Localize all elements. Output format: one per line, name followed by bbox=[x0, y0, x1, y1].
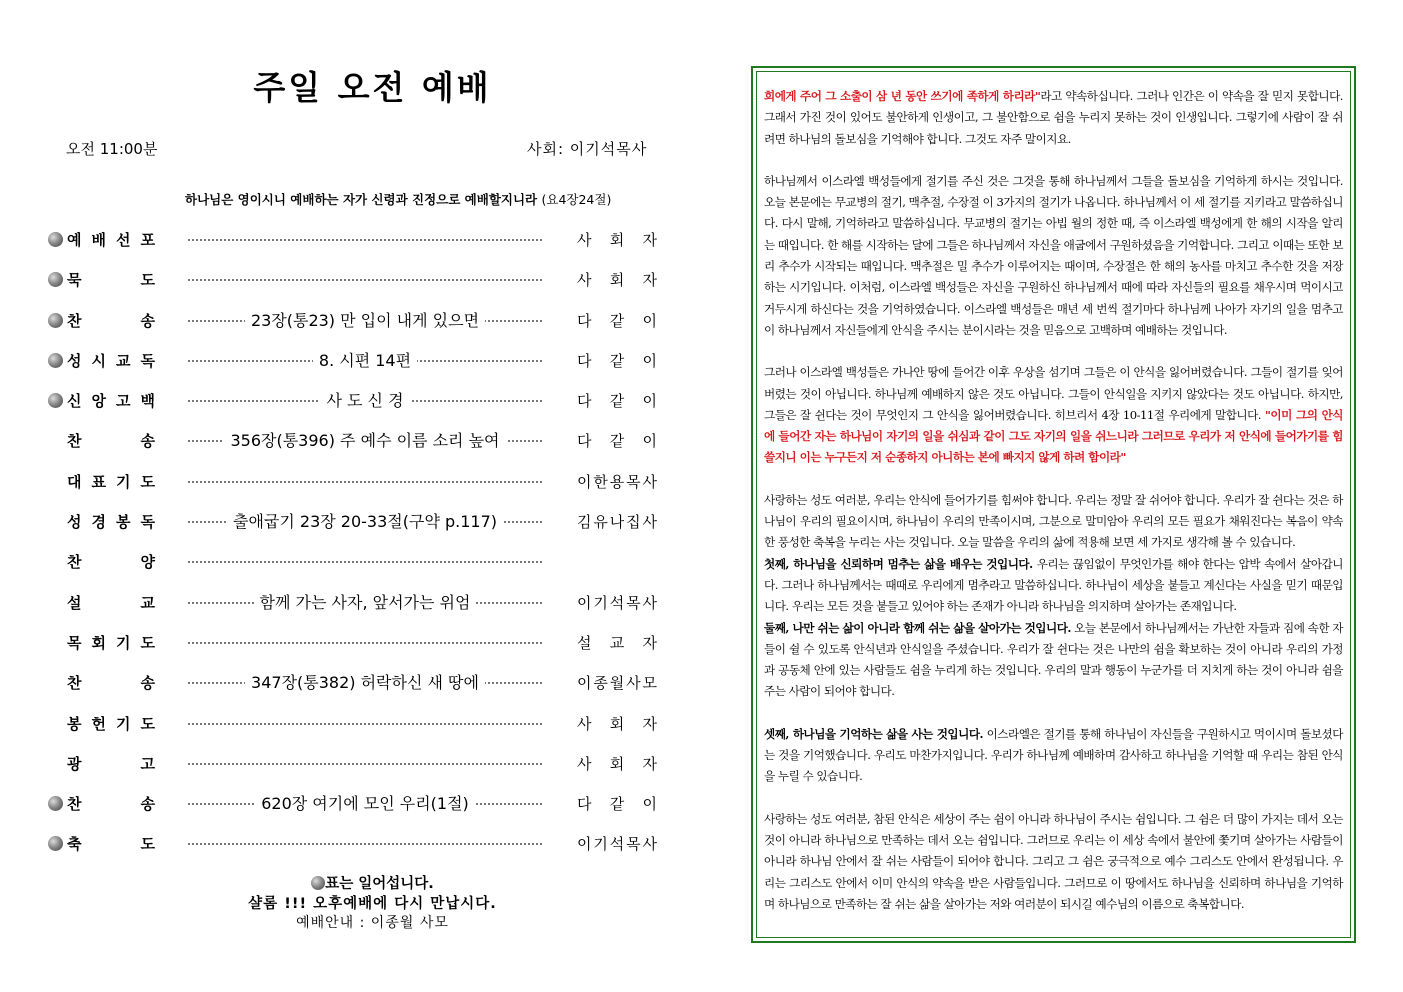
char: 석 bbox=[609, 593, 625, 612]
service-time: 오전 11:00분 bbox=[66, 140, 158, 158]
char: 다 bbox=[577, 432, 592, 451]
order-item-content bbox=[188, 791, 542, 814]
char: 고 bbox=[116, 392, 131, 411]
order-item-leader bbox=[577, 713, 657, 734]
char: 다 bbox=[577, 351, 592, 370]
worship-order-row bbox=[40, 582, 670, 622]
char: 찬 bbox=[67, 553, 82, 572]
char: 목 bbox=[626, 835, 641, 854]
char: 경 bbox=[91, 513, 106, 532]
char: 기 bbox=[116, 472, 131, 491]
char: 월 bbox=[609, 674, 625, 693]
order-item-leader bbox=[577, 471, 657, 492]
char: 사 bbox=[642, 472, 657, 491]
order-of-worship-page bbox=[0, 0, 700, 992]
char: 목 bbox=[626, 472, 641, 491]
order-item-content-text: 356장(통396) 주 예수 이름 소리 높여 bbox=[224, 431, 505, 450]
worship-order-row bbox=[40, 541, 670, 581]
char: 도 bbox=[140, 835, 155, 854]
char: 배 bbox=[91, 231, 106, 249]
char: 묵 bbox=[67, 271, 82, 290]
order-item-leader bbox=[577, 672, 657, 693]
char: 같 bbox=[609, 432, 625, 451]
char: 이 bbox=[577, 593, 592, 612]
char: 찬 bbox=[67, 795, 82, 814]
order-item-name bbox=[67, 592, 155, 613]
char: 사 bbox=[577, 754, 592, 773]
char: 같 bbox=[609, 392, 625, 411]
char: 독 bbox=[140, 351, 155, 370]
char: 시 bbox=[91, 351, 106, 370]
bullet-icon bbox=[48, 353, 63, 368]
order-item-leader bbox=[577, 592, 657, 613]
char: 이 bbox=[642, 392, 657, 411]
char: 송 bbox=[140, 674, 155, 693]
bullet-icon bbox=[311, 876, 325, 890]
worship-order-row bbox=[40, 501, 670, 541]
char: 송 bbox=[140, 795, 155, 814]
char: 사 bbox=[642, 513, 657, 532]
sermon-point-2: 둘째, 나만 쉬는 삶이 아니라 함께 쉬는 삶을 살아가는 것입니다. bbox=[764, 620, 1071, 635]
char: 유 bbox=[593, 513, 608, 532]
char: 사 bbox=[577, 231, 592, 249]
char: 회 bbox=[609, 231, 625, 249]
char: 다 bbox=[577, 311, 592, 330]
order-item-leader bbox=[577, 833, 657, 854]
sermon-point-3: 셋째, 하나님을 기억하는 삶을 사는 것입니다. bbox=[764, 726, 984, 741]
sermon-paragraph-1 bbox=[764, 86, 1343, 150]
order-item-content-text: 출애굽기 23장 20-33절(구약 p.117) bbox=[227, 512, 503, 531]
dotted-leader-line bbox=[188, 723, 542, 725]
sermon-paragraph-4: 사랑하는 성도 여러분, 우리는 안식에 들어가기를 힘써야 합니다. 우리는 정말 잘 쉬어야 합니다. 우리가 잘 쉰다는 것은 하나님이 우리의 필요이시며, 하나님이 우리의 만족이시며, 그분으로 말미암아 우리의 모든 필요가 채워진다는 복음이 약속한 풍성한 축복을 누리는 사는 것입니다. 오늘 말씀을 우리의 삶에 적용해 보면 세 가지로 생각해 볼 수 있습니다. bbox=[764, 492, 1343, 550]
dotted-leader-line bbox=[188, 763, 542, 765]
worship-order-row bbox=[40, 823, 670, 863]
sermon-paragraph-6 bbox=[764, 618, 1343, 703]
sermon-text-7: 이스라엘은 절기를 통해 하나님이 자신들을 구원하시고 먹이시며 돌보셨다는 것을 기억했습니다. 우리도 마찬가지입니다. 우리가 하나님께 예배하며 감사하고 하나님을 기억할 때 우리는 참된 안식을 누릴 수 있습니다. bbox=[764, 726, 1343, 784]
order-item-leader bbox=[577, 310, 657, 331]
worship-order-row bbox=[40, 743, 670, 783]
dotted-leader-line bbox=[188, 642, 542, 644]
char: 회 bbox=[91, 633, 106, 652]
char: 포 bbox=[140, 231, 155, 249]
order-item-content-text: 23장(통23) 만 입이 내게 있으면 bbox=[245, 311, 485, 330]
order-item-content-text: 8. 시편 14편 bbox=[313, 351, 417, 370]
worship-order-row bbox=[40, 461, 670, 501]
order-item-leader bbox=[577, 229, 657, 250]
order-item-name bbox=[67, 471, 155, 492]
sermon-paragraph-7 bbox=[764, 724, 1343, 788]
char: 백 bbox=[140, 392, 155, 411]
sermon-point-1: 첫째, 하나님을 신뢰하며 멈추는 삶을 배우는 것입니다. bbox=[764, 556, 1033, 571]
sermon-text-3: 그러나 이스라엘 백성들은 가나안 땅에 들어간 이후 우상을 섬기며 그들은 이 안식을 잃어버렸습니다. 그들이 절기를 잊어버렸는 것이 아닙니다. 하나님께 예배하지 않은 것도 아닙니다. 그들이 안식일을 지키지 않았다는 것도 아닙니다. 하지만, 그들은 잘 쉰다는 것이 무엇인지 그 안식을 잃어버렸습니다. 히브리서 4장 10-11절 우리에게 말합니다. bbox=[764, 365, 1343, 422]
char: 이 bbox=[642, 351, 657, 370]
worship-order-row bbox=[40, 219, 670, 259]
order-item-content-text: 사 도 신 경 bbox=[320, 391, 409, 410]
dotted-leader-line bbox=[188, 239, 542, 241]
worship-order-row bbox=[40, 783, 670, 823]
bullet-icon bbox=[48, 796, 63, 811]
char: 목 bbox=[67, 633, 82, 652]
order-item-name bbox=[67, 753, 155, 774]
char: 교 bbox=[140, 593, 155, 612]
char: 봉 bbox=[116, 513, 131, 532]
theme-verse bbox=[185, 190, 611, 208]
order-item-name bbox=[67, 390, 155, 411]
footer-standing-text: 표는 일어섭니다. bbox=[325, 876, 434, 892]
char: 도 bbox=[140, 271, 155, 290]
worship-order-row bbox=[40, 340, 670, 380]
dotted-leader-line bbox=[188, 481, 542, 483]
char: 종 bbox=[593, 674, 608, 693]
dotted-leader-line bbox=[188, 279, 542, 281]
order-item-content-text: 347장(통382) 허락하신 새 땅에 bbox=[245, 673, 485, 692]
char: 대 bbox=[67, 472, 82, 491]
order-item-name bbox=[67, 310, 155, 331]
order-item-leader bbox=[577, 632, 657, 653]
worship-order-row bbox=[40, 622, 670, 662]
char: 선 bbox=[116, 231, 131, 249]
worship-order-row bbox=[40, 662, 670, 702]
sermon-text-1: 라고 약속하십니다. 그러나 인간은 이 약속을 잘 믿지 못합니다. 그래서 가진 것이 있어도 불안하게 인생이고, 그 불안함으로 쉼을 누리지 못하는 것이 인생입니다. 그렇기에 사람이 잘 쉬려면 하나님의 돌보심을 기억해야 합니다. 그것도 자주 말이지요. bbox=[764, 89, 1343, 146]
order-item-name bbox=[67, 511, 155, 532]
bullet-icon bbox=[48, 836, 63, 851]
char: 독 bbox=[140, 513, 155, 532]
char: 찬 bbox=[67, 311, 82, 330]
footer-greeting: 샬롬 !!! 오후예배에 다시 만납시다. bbox=[248, 896, 497, 912]
char: 앙 bbox=[91, 392, 106, 411]
order-item-name bbox=[67, 632, 155, 653]
char: 자 bbox=[642, 271, 657, 290]
char: 사 bbox=[577, 714, 592, 733]
order-item-content-text: 함께 가는 사자, 앞서가는 위엄 bbox=[254, 593, 477, 612]
order-item-name bbox=[67, 269, 155, 290]
char: 송 bbox=[140, 311, 155, 330]
order-item-name bbox=[67, 430, 155, 451]
char: 자 bbox=[642, 633, 657, 652]
order-item-leader bbox=[577, 350, 657, 371]
order-item-leader bbox=[577, 430, 657, 451]
char: 찬 bbox=[67, 674, 82, 693]
char: 집 bbox=[626, 513, 641, 532]
bullet-icon bbox=[48, 393, 63, 408]
worship-order-list bbox=[40, 219, 670, 864]
char: 이 bbox=[642, 795, 657, 814]
order-item-content bbox=[188, 670, 542, 693]
char: 다 bbox=[577, 392, 592, 411]
char: 자 bbox=[642, 754, 657, 773]
char: 사 bbox=[626, 674, 641, 693]
bullet-icon bbox=[48, 313, 63, 328]
order-item-name bbox=[67, 672, 155, 693]
order-item-leader bbox=[577, 269, 657, 290]
order-item-content bbox=[188, 509, 542, 532]
char: 김 bbox=[577, 513, 592, 532]
char: 도 bbox=[140, 633, 155, 652]
char: 이 bbox=[577, 674, 592, 693]
char: 고 bbox=[140, 754, 155, 773]
char: 같 bbox=[609, 795, 625, 814]
order-item-leader bbox=[577, 793, 657, 814]
char: 자 bbox=[642, 714, 657, 733]
char: 자 bbox=[642, 231, 657, 249]
char: 같 bbox=[609, 311, 625, 330]
order-item-content-text: 620장 여기에 모인 우리(1절) bbox=[255, 794, 475, 813]
order-item-content bbox=[188, 428, 542, 451]
char: 회 bbox=[609, 271, 625, 290]
char: 모 bbox=[642, 674, 657, 693]
char: 이 bbox=[642, 311, 657, 330]
page-title: 주일 오전 예배 bbox=[253, 68, 492, 107]
service-host: 사회: 이기석목사 bbox=[527, 140, 648, 158]
char: 봉 bbox=[67, 714, 82, 733]
worship-order-row bbox=[40, 259, 670, 299]
char: 성 bbox=[67, 351, 82, 370]
order-item-name bbox=[67, 713, 155, 734]
sermon-panel bbox=[751, 66, 1356, 943]
char: 도 bbox=[140, 472, 155, 491]
dotted-leader-line bbox=[188, 561, 542, 563]
char: 교 bbox=[609, 633, 625, 652]
dotted-leader-line bbox=[188, 843, 542, 845]
char: 성 bbox=[67, 513, 82, 532]
order-item-content bbox=[188, 388, 542, 411]
char: 표 bbox=[91, 472, 106, 491]
char: 회 bbox=[609, 754, 625, 773]
sermon-quote-3: "이미 그의 안식에 들어간 자는 하나님이 자기의 일을 쉬심과 같이 그도 자기의 일을 쉬느니라 그러므로 우리가 저 안식에 들어가기를 힘쓸지니 이는 누구든지 저 순종하지 아니하는 본에 빠지지 않게 하려 함이라" bbox=[764, 407, 1344, 465]
order-item-name bbox=[67, 229, 155, 250]
sermon-quote-1: 희에게 주어 그 소출이 삼 년 동안 쓰기에 족하게 하리라" bbox=[764, 89, 1041, 103]
order-item-leader bbox=[577, 511, 657, 532]
sermon-paragraph-8: 사랑하는 성도 여러분, 참된 안식은 세상이 주는 쉼이 아니라 하나님이 주시는 쉼입니다. 그 쉼은 더 많이 가지는 데서 오는 것이 아니라 하나님으로 만족하는 데서 오는 쉼입니다. 그러므로 우리는 이 세상 속에서 불안에 쫓기며 살아가는 사람들이 아니라 하나님 안에서 잘 쉬는 사람들이 되어야 합니다. 그리고 그 쉼은 궁극적으로 예수 그리스도 안에서 완성됩니다. 우리는 그리스도 안에서 이미 안식의 약속을 받은 사람들입니다. 그러므로 이 땅에서도 하나님을 신뢰하며 하나님을 기억하며 하나님으로 만족하는 잘 쉬는 삶을 살아가는 저와 여러분이 되시길 예수님의 이름으로 축복합니다. bbox=[764, 811, 1343, 911]
char: 설 bbox=[67, 593, 82, 612]
char: 나 bbox=[609, 513, 625, 532]
footer-guide: 예배안내 : 이종월 사모 bbox=[296, 915, 449, 931]
worship-order-row bbox=[40, 300, 670, 340]
footer-standing-note bbox=[0, 872, 745, 893]
char: 사 bbox=[642, 593, 657, 612]
sermon-panel-inner bbox=[756, 71, 1351, 938]
sermon-paragraph-3 bbox=[764, 362, 1343, 468]
worship-order-row bbox=[40, 420, 670, 460]
char: 이 bbox=[642, 432, 657, 451]
char: 한 bbox=[593, 472, 608, 491]
char: 도 bbox=[140, 714, 155, 733]
char: 이 bbox=[577, 835, 592, 854]
bullet-icon bbox=[48, 232, 63, 247]
order-item-content bbox=[188, 348, 542, 371]
char: 용 bbox=[609, 472, 625, 491]
char: 기 bbox=[116, 633, 131, 652]
char: 헌 bbox=[91, 714, 106, 733]
char: 사 bbox=[577, 271, 592, 290]
worship-order-row bbox=[40, 380, 670, 420]
order-item-leader bbox=[577, 390, 657, 411]
theme-verse-text: 하나님은 영이시니 예배하는 자가 신령과 진정으로 예배할지니라 bbox=[185, 192, 538, 207]
sermon-paragraph-5 bbox=[764, 554, 1343, 618]
char: 다 bbox=[577, 795, 592, 814]
order-item-content bbox=[188, 308, 542, 331]
order-item-content bbox=[188, 590, 542, 613]
order-item-leader bbox=[577, 753, 657, 774]
char: 석 bbox=[609, 835, 625, 854]
char: 기 bbox=[593, 593, 608, 612]
char: 설 bbox=[577, 633, 592, 652]
char: 광 bbox=[67, 754, 82, 773]
char: 기 bbox=[593, 835, 608, 854]
char: 기 bbox=[116, 714, 131, 733]
sermon-paragraph-2: 하나님께서 이스라엘 백성들에게 절기를 주신 것은 그것을 통해 하나님께서 그들을 돌보심을 기억하게 하시는 것입니다. 오늘 본문에는 무교병의 절기, 맥추절, 수장절 이 3가지의 절기가 나옵니다. 하나님께서 이 세 절기를 지키라고 말씀하십니다. 다시 말해, 기억하라고 말씀하십니다. 무교병의 절기는 아빕 월의 정한 때, 즉 이스라엘 백성에게 한 해의 시작을 알리는 때입니다. 한 해를 시작하는 달에 그들은 하나님께서 자신을 애굽에서 구원하셨음을 기억합니다. 그리고 이때는 또한 보리 추수가 시작되는 때입니다. 맥추절은 밀 추수가 이루어지는 때이며, 수장절은 한 해의 농사를 마치고 추수한 것을 저장하는 시기입니다. 이처럼, 이스라엘 백성들은 자신을 구원하신 하나님께서 때에 따라 자신들의 필요를 채우시며 먹이시고 거두시게 하신다는 것을 기억하였습니다. 이스라엘 백성들은 매년 세 번씩 절기마다 하나님께 나아가 자기의 일을 멈추고 이 하나님께서 자신들에게 안식을 주시는 분이시라는 것을 믿음으로 고백하며 예배하는 것입니다. bbox=[764, 173, 1343, 337]
sermon-text-6: 오늘 본문에서 하나님께서는 가난한 자들과 짐에 속한 자들이 쉴 수 있도록 안식년과 안식일을 주셨습니다. 우리가 잘 쉰다는 것은 나만의 쉼을 확보하는 것이 아니라 우리의 가정과 공동체 안에 있는 사람들도 쉼을 누리게 하는 것입니다. 우리의 말과 행동이 누군가를 더 지치게 하는 것이 아니라 쉼을 주는 사람이 되어야 합니다. bbox=[764, 620, 1343, 699]
theme-verse-reference: (요4장24절) bbox=[541, 192, 612, 207]
sermon-text-5: 우리는 끊임없이 무엇인가를 해야 한다는 압박 속에서 살아갑니다. 그러나 하나님께서는 때때로 우리에게 멈추라고 말씀하십니다. 하나님이 세상을 붙들고 계신다는 사실을 믿기 때문입니다. 우리는 모든 것을 붙들고 있어야 하는 존재가 아니라 하나님을 의지하며 살아가는 존재입니다. bbox=[764, 556, 1343, 614]
order-item-name bbox=[67, 350, 155, 371]
order-item-name bbox=[67, 551, 155, 572]
worship-order-row bbox=[40, 703, 670, 743]
char: 신 bbox=[67, 392, 82, 411]
char: 목 bbox=[626, 593, 641, 612]
char: 송 bbox=[140, 432, 155, 451]
char: 찬 bbox=[67, 432, 82, 451]
char: 사 bbox=[642, 835, 657, 854]
order-item-name bbox=[67, 793, 155, 814]
char: 이 bbox=[577, 472, 592, 491]
order-item-name bbox=[67, 833, 155, 854]
bullet-icon bbox=[48, 272, 63, 287]
char: 축 bbox=[67, 835, 82, 854]
char: 회 bbox=[609, 714, 625, 733]
char: 같 bbox=[609, 351, 625, 370]
char: 예 bbox=[67, 231, 82, 249]
char: 양 bbox=[140, 553, 155, 572]
char: 교 bbox=[116, 351, 131, 370]
